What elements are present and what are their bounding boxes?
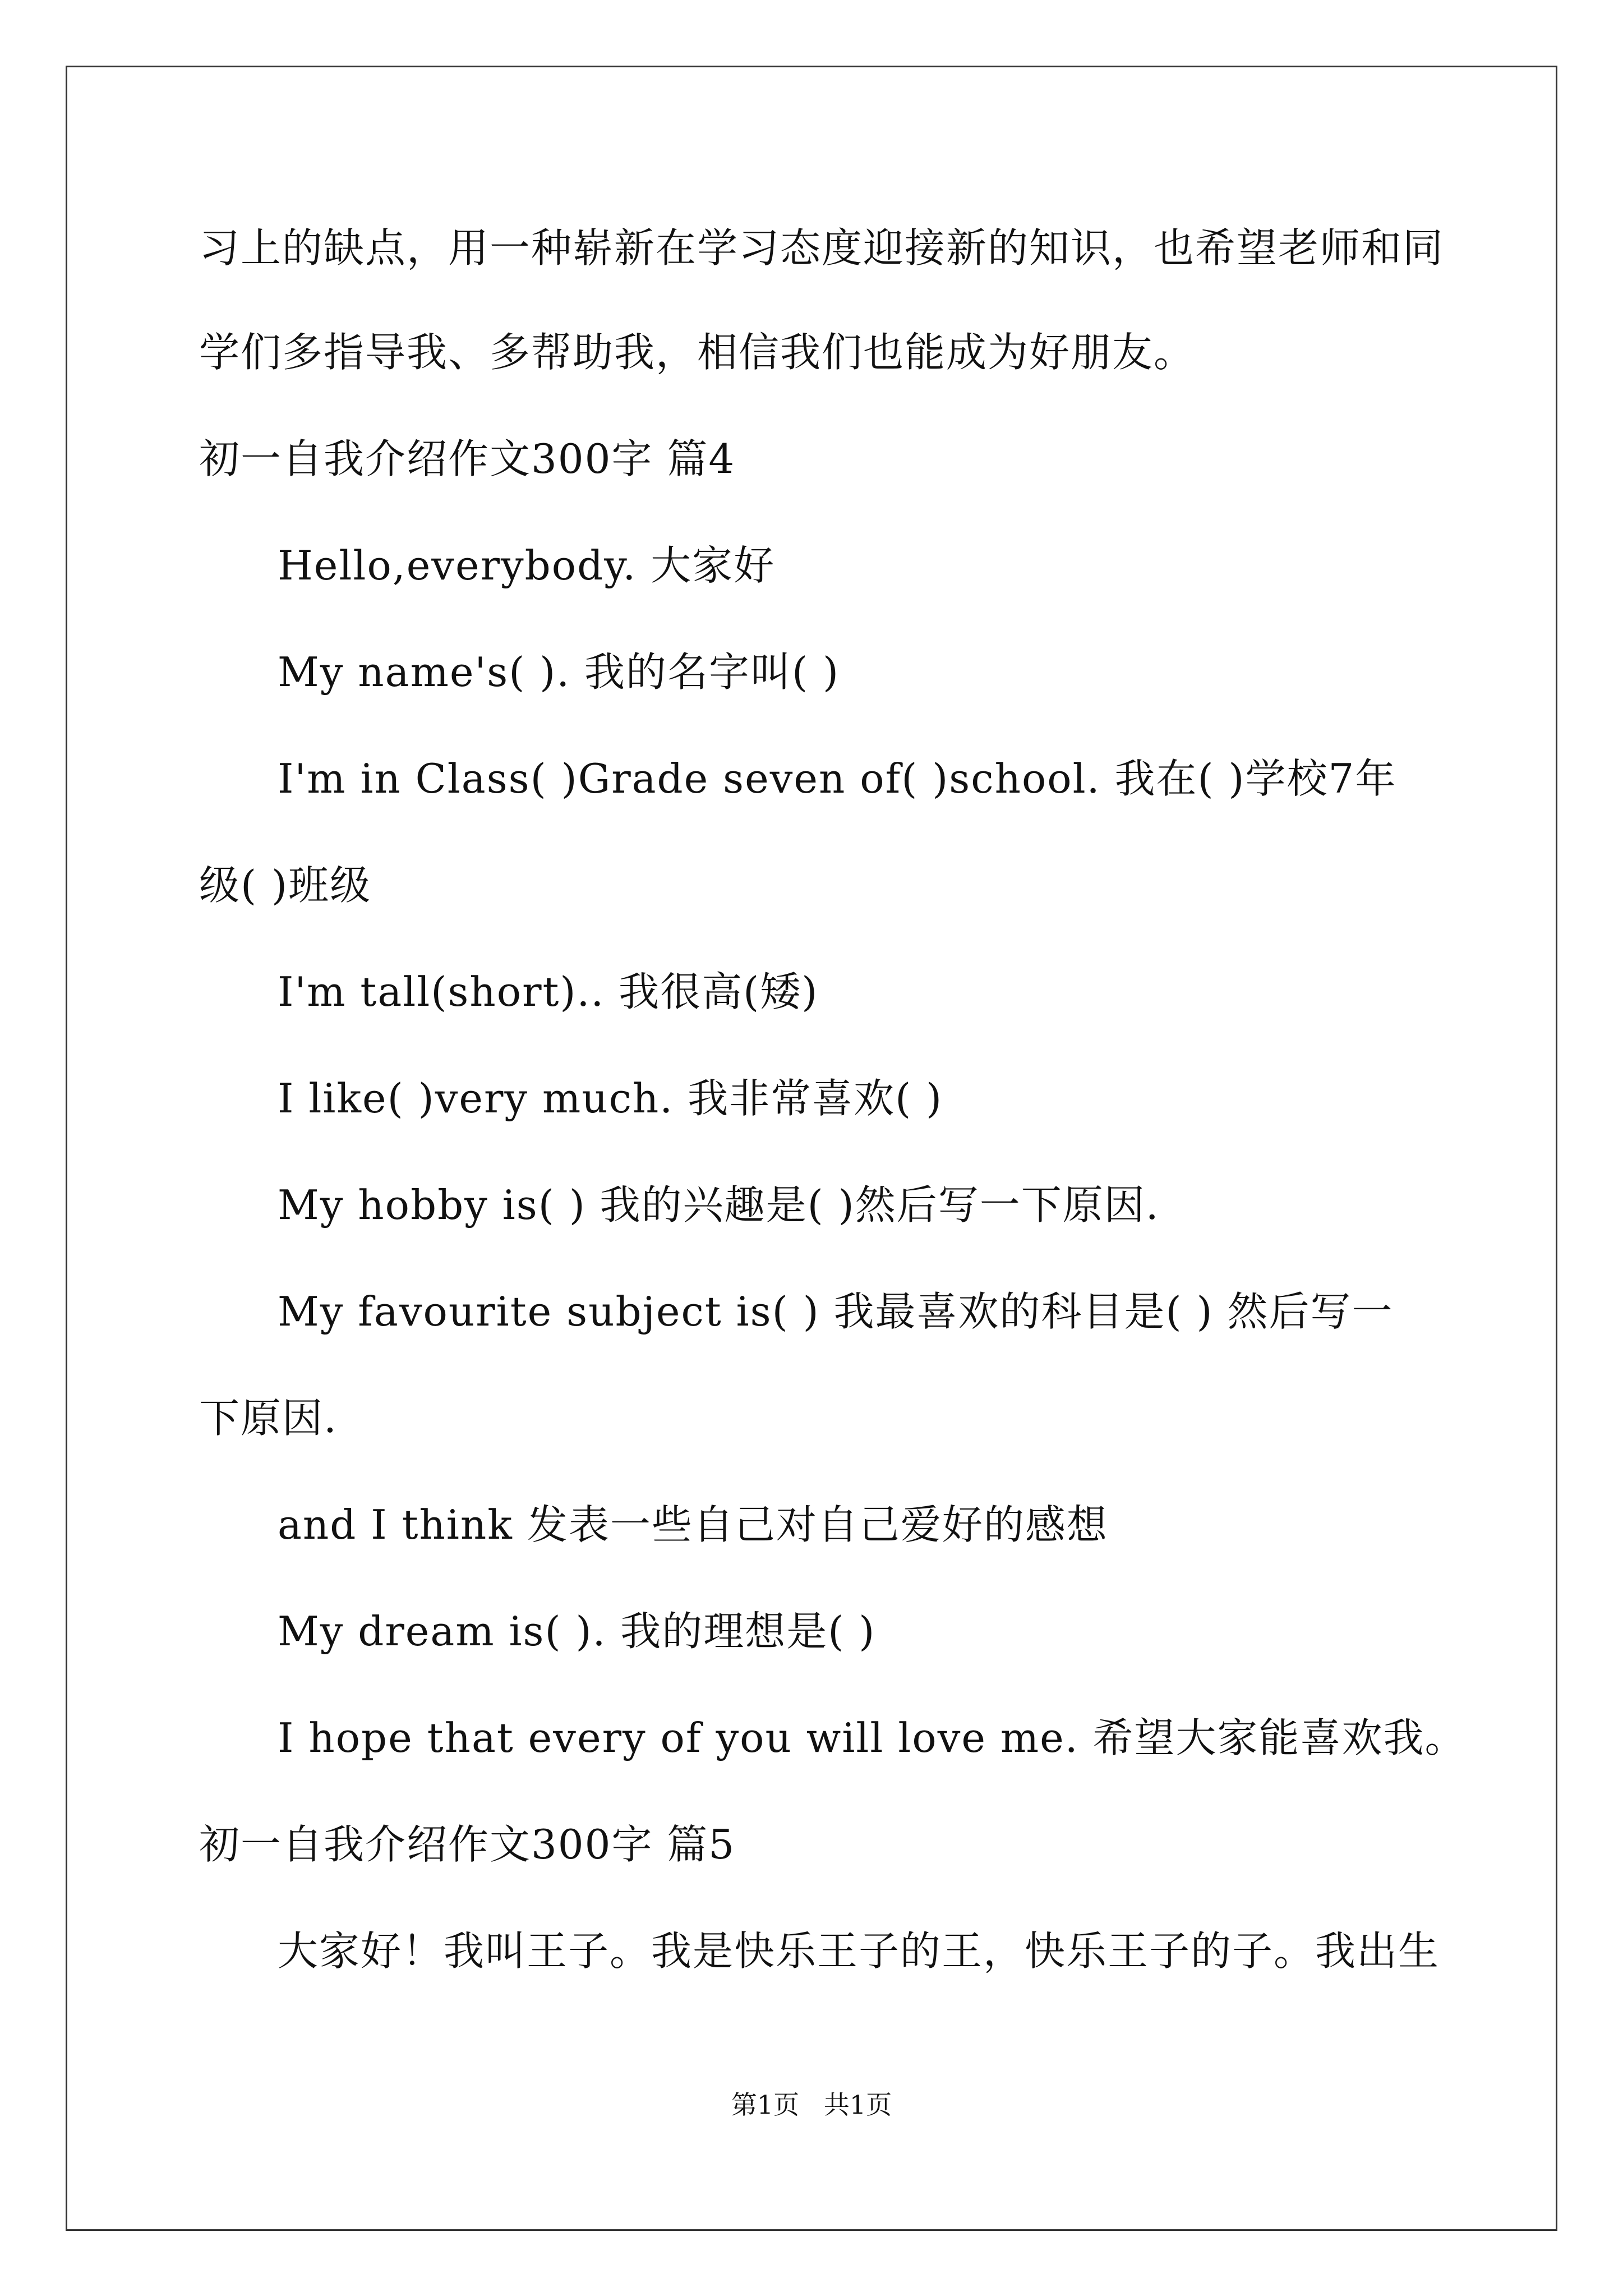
text-line: and I think 发表一些自己对自己爱好的感想 <box>278 1501 1108 1548</box>
section-heading: 初一自我介绍作文300字 篇5 <box>199 1821 736 1868</box>
text-line: I'm in Class( )Grade seven of( )school. 我在( )学校7年 <box>278 755 1397 802</box>
page-footer: 第1页 共1页 <box>731 2090 892 2120</box>
text-line: My dream is( ). 我的理想是( ) <box>278 1608 876 1655</box>
text-line: My favourite subject is( ) 我最喜欢的科目是( ) 然后写一 <box>278 1288 1394 1335</box>
text-line: My hobby is( ) 我的兴趣是( )然后写一下原因. <box>278 1181 1160 1228</box>
text-line: I hope that every of you will love me. 希望大家能喜欢我。 <box>278 1714 1467 1761</box>
text-line: 大家好！我叫王子。我是快乐王子的王，快乐王子的子。我出生 <box>278 1927 1440 1975</box>
text-line: My name's( ). 我的名字叫( ) <box>278 648 840 696</box>
text-line: I'm tall(short).. 我很高(矮) <box>278 968 819 1015</box>
text-line: 级( )班级 <box>199 862 372 909</box>
text-line: 习上的缺点，用一种崭新在学习态度迎接新的知识，也希望老师和同 <box>199 224 1445 272</box>
text-line: 学们多指导我、多帮助我，相信我们也能成为好朋友。 <box>199 329 1196 376</box>
section-heading: 初一自我介绍作文300字 篇4 <box>199 435 736 482</box>
text-line: I like( )very much. 我非常喜欢( ) <box>278 1075 943 1122</box>
text-line: Hello,everybody. 大家好 <box>278 542 776 589</box>
page-border <box>66 66 1557 2231</box>
text-line: 下原因. <box>199 1395 338 1442</box>
